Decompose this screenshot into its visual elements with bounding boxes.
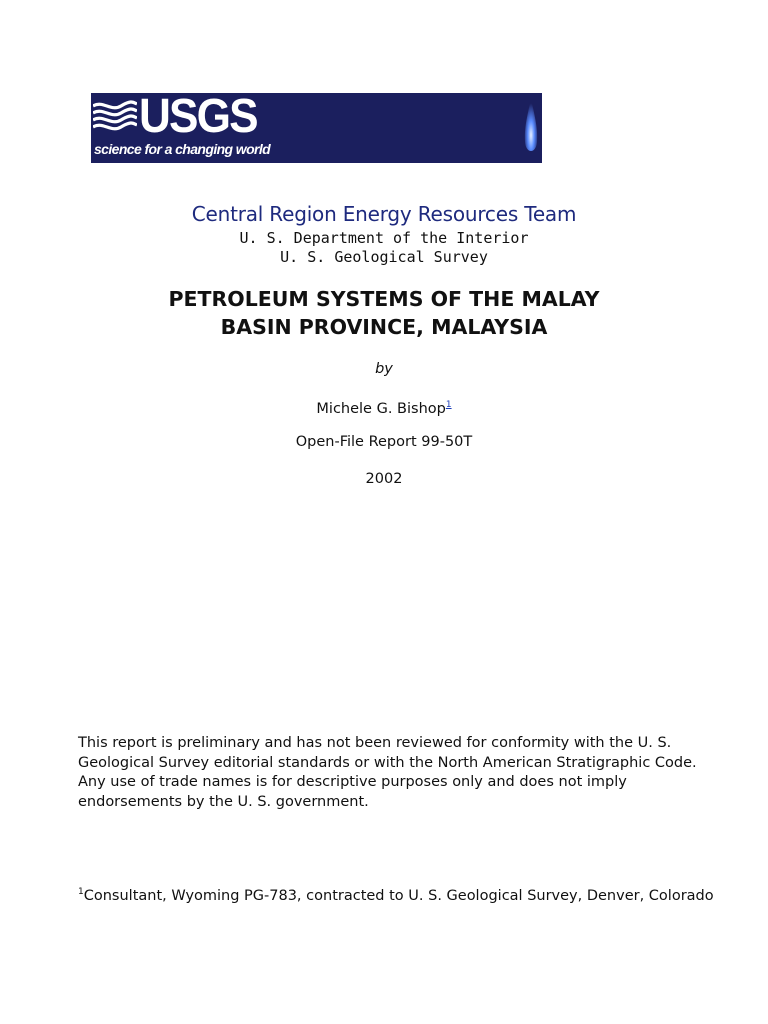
usgs-wordmark: USGS bbox=[139, 93, 257, 143]
gas-flame-icon bbox=[522, 96, 540, 160]
report-year: 2002 bbox=[365, 471, 403, 487]
byline-by: by bbox=[375, 361, 393, 377]
usgs-tagline: science for a changing world bbox=[94, 141, 271, 157]
survey-name: U. S. Geological Survey bbox=[280, 248, 488, 266]
report-number: Open-File Report 99-50T bbox=[295, 434, 473, 450]
team-title: Central Region Energy Resources Team bbox=[191, 202, 577, 226]
author-line bbox=[0, 396, 768, 418]
department-name: U. S. Department of the Interior bbox=[239, 229, 529, 247]
author-name: Michele G. Bishop bbox=[316, 400, 446, 417]
usgs-banner bbox=[91, 93, 542, 163]
report-title-line2: BASIN PROVINCE, MALAYSIA bbox=[220, 315, 548, 339]
footnote bbox=[78, 883, 718, 906]
report-title-line1: PETROLEUM SYSTEMS OF THE MALAY bbox=[168, 287, 600, 311]
disclaimer-text: This report is preliminary and has not been reviewed for conformity with the U. S. Geological Survey editorial standards or with the North American Stratigraphic Code. Any use of trade names is for descriptive purposes only and does not imply endorsements by the U. S. government. bbox=[78, 735, 697, 810]
footnote-text: Consultant, Wyoming PG-783, contracted to U. S. Geological Survey, Denver, Colorado bbox=[83, 887, 714, 904]
footnote-link[interactable]: 1 bbox=[445, 400, 452, 410]
footnote-marker: 1 bbox=[78, 887, 84, 897]
usgs-waves-icon bbox=[93, 100, 137, 132]
